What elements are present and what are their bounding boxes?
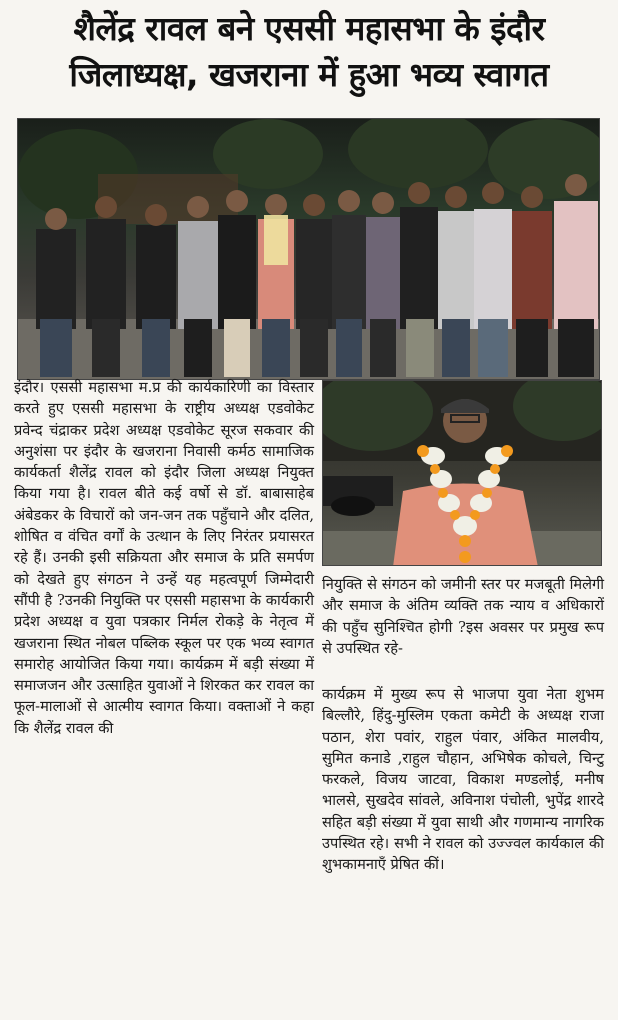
article-paragraph-right-top: नियुक्ति से संगठन को जमीनी स्तर पर मजबूती मिलेगी और समाज के अंतिम व्यक्ति तक न्याय व अधिकारों की पहुँच सुनिश्चित होगी ?इस अवसर पर प्रमुख रूप से उपस्थित रहे-	[322, 576, 604, 657]
group-photo	[17, 118, 600, 380]
article-paragraph-left: इंदौर। एससी महासभा म.प्र की कार्यकारिणी का विस्तार करते हुए एससी महासभा के राष्ट्रीय अध्यक्ष एडवोकेट प्रवेन्द चंद्राकर प्रदेश अध्यक्ष एडवोकेट सूरज सकवार की अनुशंसा पर इंदौर के खजराना निवासी कर्मठ सामाजिक कार्यकर्ता शैलेंद्र रावल को इंदौर जिला अध्यक्ष नियुक्त किया गया है। रावल बीते कई वर्षो से डॉ. बाबासाहेब अंबेडकर के विचारों को जन-जन तक पहुँचाने और दलित, शोषित व वंचित वर्गों के उत्थान के लिए निरंतर प्रयासरत रहे हैं। उनकी इसी सक्रियता और समाज के प्रति समर्पण को देखते हुए संगठन ने उन्हें यह महत्वपूर्ण जिम्मेदारी सौंपी है ?उनकी नियुक्ति पर एससी महासभा के कार्यकारी प्रदेश अध्यक्ष व युवा पत्रकार निर्मल रोकड़े के नेतृत्व में खजराना स्थित नोबल पब्लिक स्कूल पर एक भव्य स्वागत समारोह आयोजित किया गया। कार्यक्रम में बड़ी संख्या में समाजजन और उत्साहित युवाओं ने शिरकत कर रावल का फूल-मालाओं से आत्मीय स्वागत किया। वक्ताओं ने कहा कि शैलेंद्र रावल की	[14, 379, 314, 737]
article-right-column-bottom	[322, 684, 604, 876]
article-left-column	[14, 377, 314, 739]
headline-line-2: जिलाध्यक्ष, खजराना में हुआ भव्य स्वागत	[69, 55, 549, 94]
headline	[0, 6, 618, 98]
group-photo-illustration	[18, 119, 600, 380]
headline-line-1: शैलेंद्र रावल बने एससी महासभा के इंदौर	[73, 9, 545, 48]
article-paragraph-right-bottom: कार्यक्रम में मुख्य रूप से भाजपा युवा नेता शुभम बिल्लौरे, हिंदु-मुस्लिम एकता कमेटी के अध्यक्ष राजा पठान, शेरा पवांर, राहुल पंवार, अंकित मालवीय, सुमित कनाडे ,राहुल चौहान, अभिषेक कोचले, चिन्टु फरकले, विजय जाटवा, विकाश मण्डलोई, मनीष भालसे, सुखदेव सांवले, अविनाश पंचोली, भुपेंद्र शारदे सहित बड़ी संख्या में युवा साथी और गणमान्य नागरिक उपस्थित रहे। सभी ने रावल को उज्ज्वल कार्यकाल की शुभकामनाएँ प्रेषित कीं।	[322, 686, 604, 874]
article-right-column-top	[322, 574, 604, 659]
portrait-photo-illustration	[323, 381, 602, 566]
portrait-photo	[322, 380, 602, 566]
